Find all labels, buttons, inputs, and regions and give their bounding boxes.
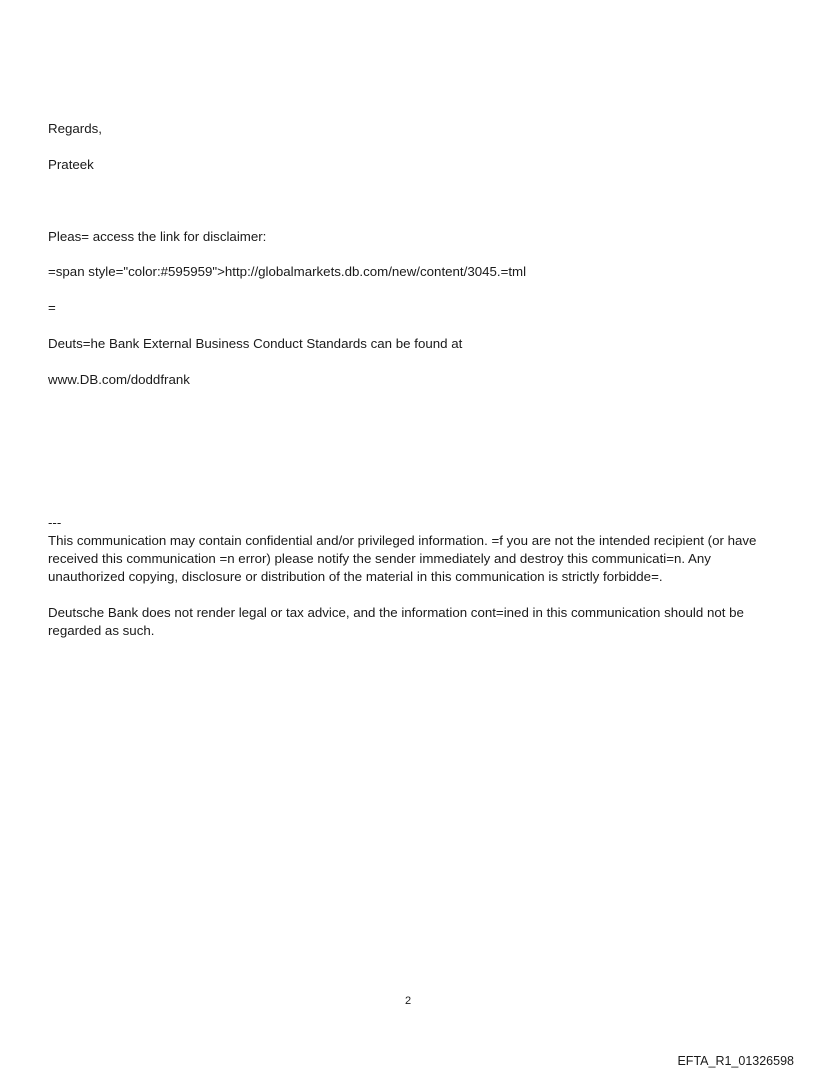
page-number: 2 [404,995,412,1007]
disclaimer-intro: Pleas= access the link for disclaimer: [48,229,267,244]
closing-regards: Regards, [48,121,102,136]
bates-number: EFTA_R1_01326598 [677,1054,794,1068]
footer-separator: --- [48,515,62,530]
disclaimer-link: =span style="color:#595959">http://globalmarkets.db.com/new/content/3045.=tml [48,264,527,279]
conduct-standards-text: Deuts=he Bank External Business Conduct Standards can be found at [48,336,463,351]
confidentiality-notice: This communication may contain confidential and/or privileged information. =f you are not the intended recipient (or have received this communication =n error) please notify the sender immediately and destroy this communicati=n. Any unauthorized copying, disclosure or distribution of the material in this communication is strictly forbidde=. [48,533,757,584]
no-advice-notice: Deutsche Bank does not render legal or tax advice, and the information cont=ined in this communication should not be regarded as such. [48,605,744,638]
conduct-standards-url: www.DB.com/doddfrank [48,372,190,387]
signature-name: Prateek [48,157,94,172]
stray-equals-line: = [48,300,56,315]
